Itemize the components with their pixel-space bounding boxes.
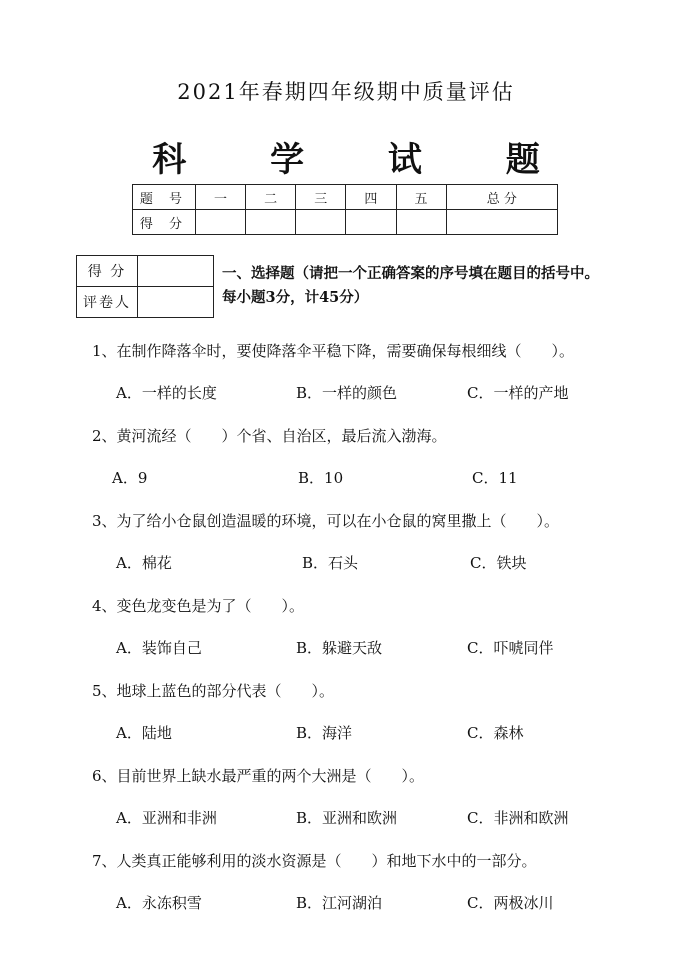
option-c[interactable]: C．一样的产地 — [467, 384, 569, 402]
score-entry-cell[interactable] — [196, 210, 246, 235]
score-entry-cell[interactable] — [296, 210, 346, 235]
option-b[interactable]: B．躲避天敌 — [296, 639, 383, 657]
option-a[interactable]: A．一样的长度 — [116, 384, 217, 402]
score-entry-cell[interactable] — [346, 210, 396, 235]
exam-title: 2021年春期四年级期中质量评估 — [177, 80, 515, 104]
question-text: 2、黄河流经（ ）个省、自治区，最后流入渤海。 — [92, 427, 447, 445]
grader-score-entry[interactable] — [138, 256, 214, 287]
score-table-score-row — [133, 210, 558, 235]
question-text: 7、人类真正能够利用的淡水资源是（ ）和地下水中的一部分。 — [92, 852, 537, 870]
option-a[interactable]: A．陆地 — [116, 724, 172, 742]
option-c[interactable]: C．两极冰川 — [467, 894, 554, 912]
option-c[interactable]: C．11 — [472, 469, 518, 487]
score-table-cell: 一 — [196, 185, 246, 210]
score-table-cell: 得 分 — [133, 210, 196, 235]
option-b[interactable]: B．10 — [298, 469, 344, 487]
score-entry-cell[interactable] — [246, 210, 296, 235]
option-b[interactable]: B．江河湖泊 — [296, 894, 383, 912]
option-a[interactable]: A．装饰自己 — [116, 639, 202, 657]
score-table-cell: 二 — [246, 185, 296, 210]
score-table-cell: 四 — [346, 185, 396, 210]
score-table-cell: 三 — [296, 185, 346, 210]
grader-score-label: 得 分 — [77, 256, 138, 287]
option-a[interactable]: A．棉花 — [116, 554, 172, 572]
option-b[interactable]: B．亚洲和欧洲 — [296, 809, 398, 827]
option-b[interactable]: B．海洋 — [296, 724, 353, 742]
option-a[interactable]: A．永冻积雪 — [116, 894, 202, 912]
option-b[interactable]: B．一样的颜色 — [296, 384, 398, 402]
option-c[interactable]: C．森林 — [467, 724, 524, 742]
grader-table — [76, 255, 214, 318]
score-entry-cell[interactable] — [396, 210, 446, 235]
option-c[interactable]: C．铁块 — [470, 554, 527, 572]
score-table-cell: 五 — [396, 185, 446, 210]
option-c[interactable]: C．吓唬同伴 — [467, 639, 554, 657]
question-text: 4、变色龙变色是为了（ ）。 — [92, 597, 305, 615]
score-table-header-row — [133, 185, 558, 210]
option-c[interactable]: C．非洲和欧洲 — [467, 809, 569, 827]
score-table-cell: 总 分 — [446, 185, 557, 210]
option-a[interactable]: A．亚洲和非洲 — [116, 809, 217, 827]
score-entry-cell[interactable] — [446, 210, 557, 235]
section-heading-line2: 每小题3分，计45分） — [222, 289, 369, 306]
option-b[interactable]: B．石头 — [302, 554, 359, 572]
question-text: 1、在制作降落伞时，要使降落伞平稳下降，需要确保每根细线（ ）。 — [92, 342, 575, 360]
option-a[interactable]: A．9 — [112, 469, 148, 487]
grader-name-entry[interactable] — [138, 287, 214, 318]
question-text: 5、地球上蓝色的部分代表（ ）。 — [92, 682, 335, 700]
score-table — [132, 184, 558, 235]
section-heading-line1: 一、选择题（请把一个正确答案的序号填在题目的括号中。 — [222, 265, 599, 282]
question-text: 6、目前世界上缺水最严重的两个大洲是（ ）。 — [92, 767, 425, 785]
grader-name-label: 评卷人 — [77, 287, 138, 318]
score-table-cell: 题 号 — [133, 185, 196, 210]
subject-title: 科 学 试 题 — [152, 140, 576, 180]
section-heading — [222, 262, 652, 310]
question-text: 3、为了给小仓鼠创造温暖的环境，可以在小仓鼠的窝里撒上（ ）。 — [92, 512, 560, 530]
